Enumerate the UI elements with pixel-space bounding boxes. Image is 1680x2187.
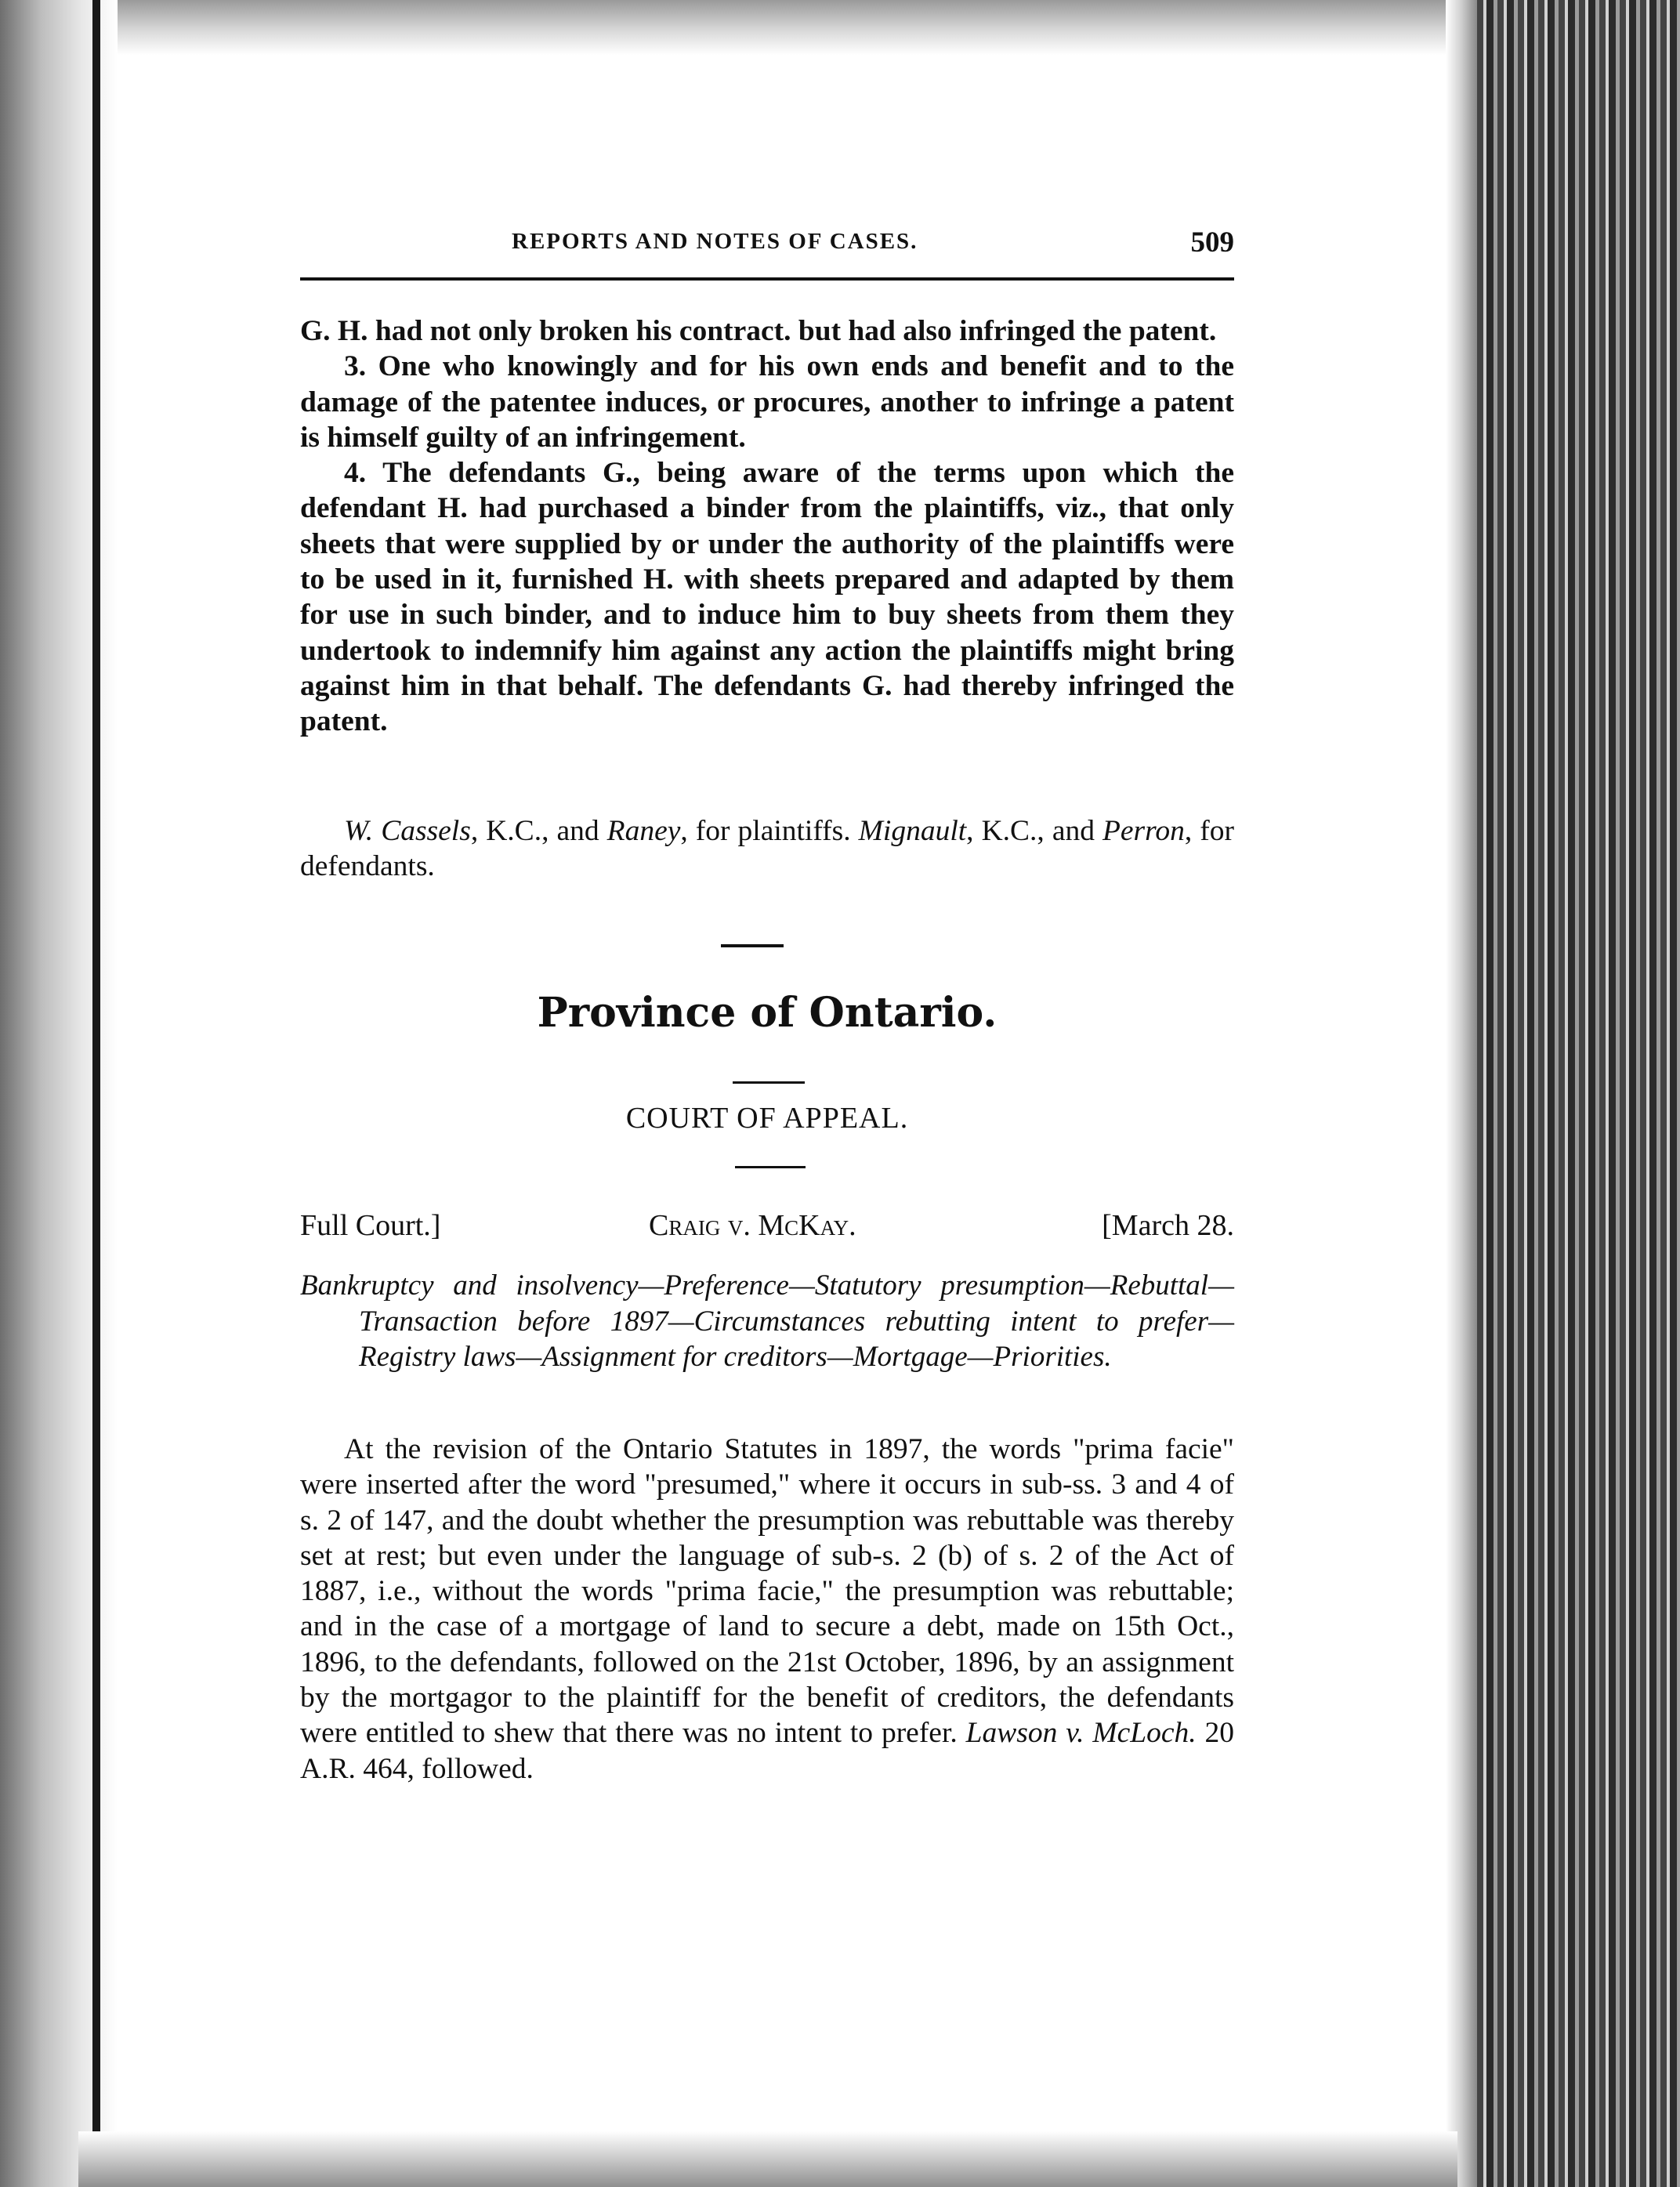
- holding-paragraph-2: G. H. had not only broken his contract. but had also infringed the patent.: [300, 315, 1217, 347]
- citation-text: 20 A.R. 464, followed.: [300, 1717, 1234, 1785]
- book-spine-shadow: [92, 0, 100, 2187]
- page-stack-edge: [1446, 0, 1680, 2187]
- case-date: [March 28.: [1102, 1209, 1234, 1242]
- counsel-text: , for defendants.: [300, 815, 1234, 883]
- page-stack-shadow: [1446, 0, 1477, 2187]
- court-heading: COURT OF APPEAL.: [625, 1102, 909, 1135]
- counsel-line: [300, 813, 1234, 885]
- holding-paragraph-3: 3. One who knowingly and for his own ends and benefit and to the damage of the patentee induces, or procures, another to infringe a patent is himself guilty of an infringement.: [300, 350, 1234, 454]
- counsel-text: , K.C., and: [966, 815, 1102, 847]
- counsel-name: Perron: [1102, 815, 1185, 847]
- running-head-title: REPORTS AND NOTES OF CASES.: [512, 229, 918, 254]
- scan-edge-bottom: [78, 2131, 1457, 2187]
- holding-text: At the revision of the Ontario Statutes in 1897, the words "prima facie" were inserted after the word "presumed," where it occurs in sub-ss. 3 and 4 of s. 2 of 147, and the doubt whether the presumption was rebuttable was thereby set at rest; but even under the language of sub-s. 2 (b) of s. 2 of the Act of 1887, i.e., without the words "prima facie," the presumption was rebuttable; and in the case of a mortgage of land to secure a debt, made on 15th Oct., 1896, to the defendants, followed on the 21st October, 1896, by an assignment by the mortgagor to the plaintiff for the benefit of creditors, the defendants were entitled to shew that there was no intent to prefer.: [300, 1433, 1234, 1750]
- holding-paragraph: [300, 1432, 1234, 1787]
- scan-edge-top: [118, 0, 1450, 55]
- counsel-name: W. Cassels: [344, 815, 471, 847]
- cited-case: Lawson v. McLoch.: [965, 1717, 1197, 1750]
- province-heading: Province of Ontario.: [537, 989, 998, 1037]
- header-rule: [300, 277, 1234, 281]
- holding-paragraph-4: 4. The defendants G., being aware of the terms upon which the defendant H. had purchased a binder from the plaintiffs, viz., that only sheets that were supplied by or under the authority of the plaintiffs were to be used in it, furnished H. with sheets prepared and adapted by them for use in such binder, and to induce him to buy sheets from them they undertook to indemnify him against any action the plaintiffs might bring against him in that behalf. The defendants G. had thereby infringed the patent.: [300, 457, 1234, 738]
- page-number: 509: [1190, 226, 1234, 259]
- counsel-name: Raney: [606, 815, 681, 847]
- counsel-text: , K.C., and: [470, 815, 607, 847]
- section-divider: [721, 944, 784, 947]
- running-head: [300, 226, 1234, 265]
- section-divider: [735, 1166, 806, 1168]
- headnote: Bankruptcy and insolvency—Preference—Statutory presumption—Rebuttal—Transaction before 1897—Circumstances rebutting intent to prefer—Registry laws—Assignment for creditors—Mortgage—Priorities.: [300, 1269, 1234, 1373]
- case-name: Craig v. McKay.: [649, 1209, 856, 1242]
- counsel-text: , for plaintiffs.: [680, 815, 859, 847]
- case-court: Full Court.]: [300, 1209, 441, 1242]
- counsel-name: Mignault: [858, 815, 967, 847]
- case-holdings: [300, 313, 1234, 740]
- case-caption: [300, 1208, 1234, 1247]
- section-divider: [733, 1081, 805, 1084]
